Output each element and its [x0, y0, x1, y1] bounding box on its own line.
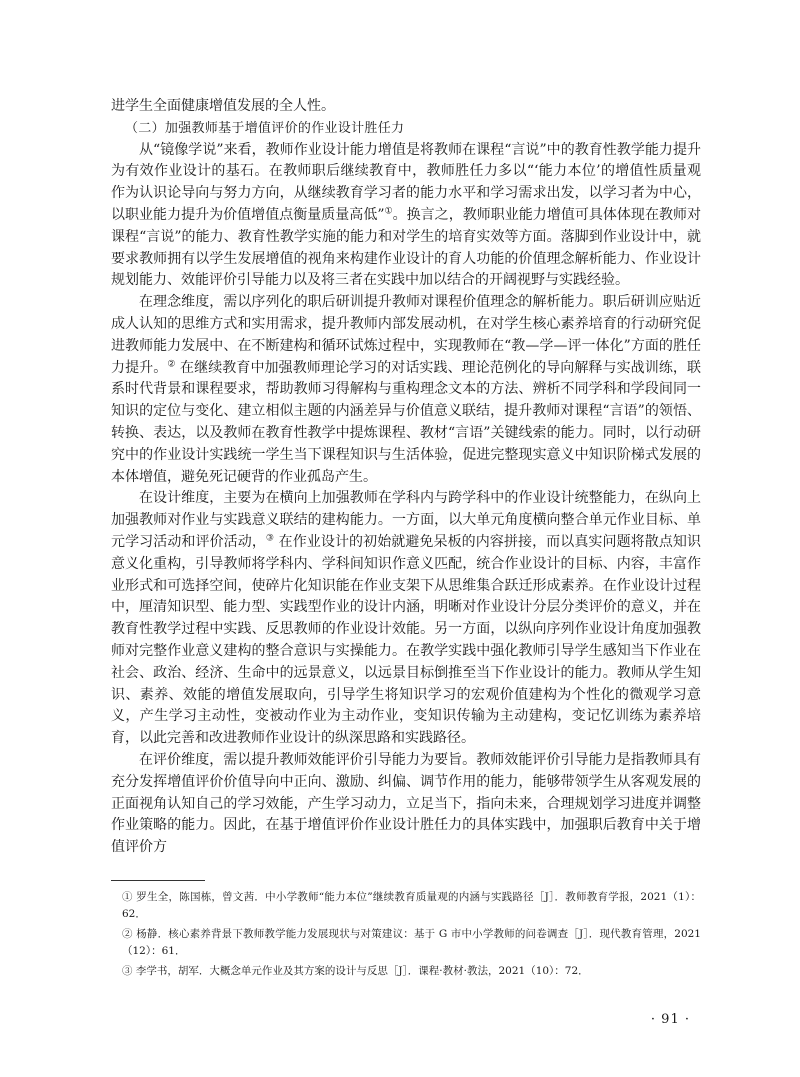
paragraph-concept-dimension — [111, 292, 701, 488]
paragraph-continued: 进学生全面健康增值发展的全人性。 — [111, 98, 335, 114]
footnotes — [111, 889, 701, 983]
footnote-ref-2[interactable]: ② — [167, 358, 176, 369]
text-segment: 在作业设计的初始就避免呆板的内容拼接，而以真实问题将散点知识意义化重构，引导教师将学科内、学科间知识作意义匹配，统合作业设计的目标、内容，丰富作业形式和可选择空间，使碎片化知识能在作业支架下从思维集合跃迁形成素养。在作业设计过程中，厘清知识型、能力型、实践型作业的设计内涵，明晰对作业设计分层分类评价的意义，并在教育性教学过程中实践、反思教师的作业设计效能。另一方面，以纵向序列作业设计角度加强教师对完整作业意义建构的整合意识与实操能力。在教学实践中强化教师引导学生感知当下作业在社会、政治、经济、生命中的远景意义，以远景目标倒推至当下作业设计的能力。教师从学生知识、素养、效能的增值发展取向，引导学生将知识学习的宏观价值建构为个性化的微观学习意义，产生学习主动性，变被动作业为主动作业，变知识传输为主动建构，变记忆训练为素养培育，以此完善和改进教师作业设计的纵深思路和实践路径。 — [111, 533, 702, 747]
body-text — [111, 96, 701, 859]
text-segment: 在继续教育中加强教师理论学习的对话实践、理论范例化的导向解释与实战训练，联系时代背景和课程要求，帮助教师习得解构与重构理念文本的方法、辨析不同学科和学段间同一知识的定位与变化、建立相似主题的内涵差异与价值意义联结，提升教师对课程“言语”的领悟、转换、表达，以及教师在教育性教学中提炼课程、教材“言语”关键线索的能力。同时，以行动研究中的作业设计实践统一学生当下课程知识与生活体验，促进完整现实意义中知识阶梯式发展的本体增值，避免死记硬背的作业孤岛产生。 — [111, 359, 702, 485]
text-segment: 。换言之，教师职业能力增值可具体体现在教师对课程“言说”的能力、教育性教学实施的能力和对学生的培育实效等方面。落脚到作业设计中，就要求教师拥有以学生发展增值的视角来构建作业设计的育人功能的价值理念解析能力、作业设计规划能力、效能评价引导能力以及将三者在实践中加以结合的开阔视野与实践经验。 — [111, 206, 702, 289]
text-segment: 从“镜像学说”来看，教师作业设计能力增值是将教师在课程“言说”中的教育性教学能力提升为有效作业设计的基石。在教师职后继续教育中，教师胜任力多以“‘能力本位’的增值性质量观作为认识论导向与努力方向，从继续教育学习者的能力水平和学习需求出发，以学习者为中心，以职业能力提升为价值增值点衡量质量高低” — [111, 141, 701, 223]
text-segment: 在设计维度，主要为在横向上加强教师在学科内与跨学科中的作业设计统整能力，在纵向上加强教师对作业与实践意义联结的建构能力。一方面，以大单元角度横向整合单元作业目标、单元学习活动和评价活动， — [111, 490, 701, 550]
paragraph-mirror-theory — [111, 140, 701, 293]
footnote-ref-1[interactable]: ① — [384, 206, 393, 217]
paragraph-design-dimension — [111, 488, 701, 750]
page-number: · 91 · — [650, 1012, 690, 1027]
footnote-1: ① 罗生全，陈国栋，曾文茜．中小学教师“能力本位”继续教育质量观的内涵与实践路径［J］．教师教育学报，2021（1）：62． — [122, 891, 701, 920]
text-segment: 在理念维度，需以序列化的职后研训提升教师对课程价值理念的解析能力。职后研训应贴近成人认知的思维方式和实用需求，提升教师内部发展动机，在对学生核心素养培育的行动研究促进教师能力发展中、在不断建构和循环试炼过程中，实现教师在“教—学—评一体化”方面的胜任力提升。 — [111, 294, 701, 376]
footnote-divider — [111, 880, 205, 881]
paragraph-evaluation-dimension: 在评价维度，需以提升教师效能评价引导能力为要旨。教师效能评价引导能力是指教师具有充分发挥增值评价价值导向中正向、激励、纠偏、调节作用的能力，能够带领学生从客观发展的正面视角认知自己的学习效能，产生学习动力，立足当下，指向未来，合理规划学习进度并调整作业策略的能力。因此，在基于增值评价作业设计胜任力的具体实践中，加强职后教育中关于增值评价方 — [111, 751, 701, 856]
footnote-ref-3[interactable]: ③ — [265, 533, 275, 544]
footnote-3: ③ 李学书，胡军．大概念单元作业及其方案的设计与反思［J］．课程·教材·教法，2021（10）：72． — [122, 965, 589, 977]
section-heading: （二）加强教师基于增值评价的作业设计胜任力 — [125, 120, 405, 136]
footnote-2: ② 杨静．核心素养背景下教师教学能力发展现状与对策建议：基于 G 市中小学教师的问卷调查［J］．现代教育管理，2021（12）：61． — [122, 928, 701, 957]
